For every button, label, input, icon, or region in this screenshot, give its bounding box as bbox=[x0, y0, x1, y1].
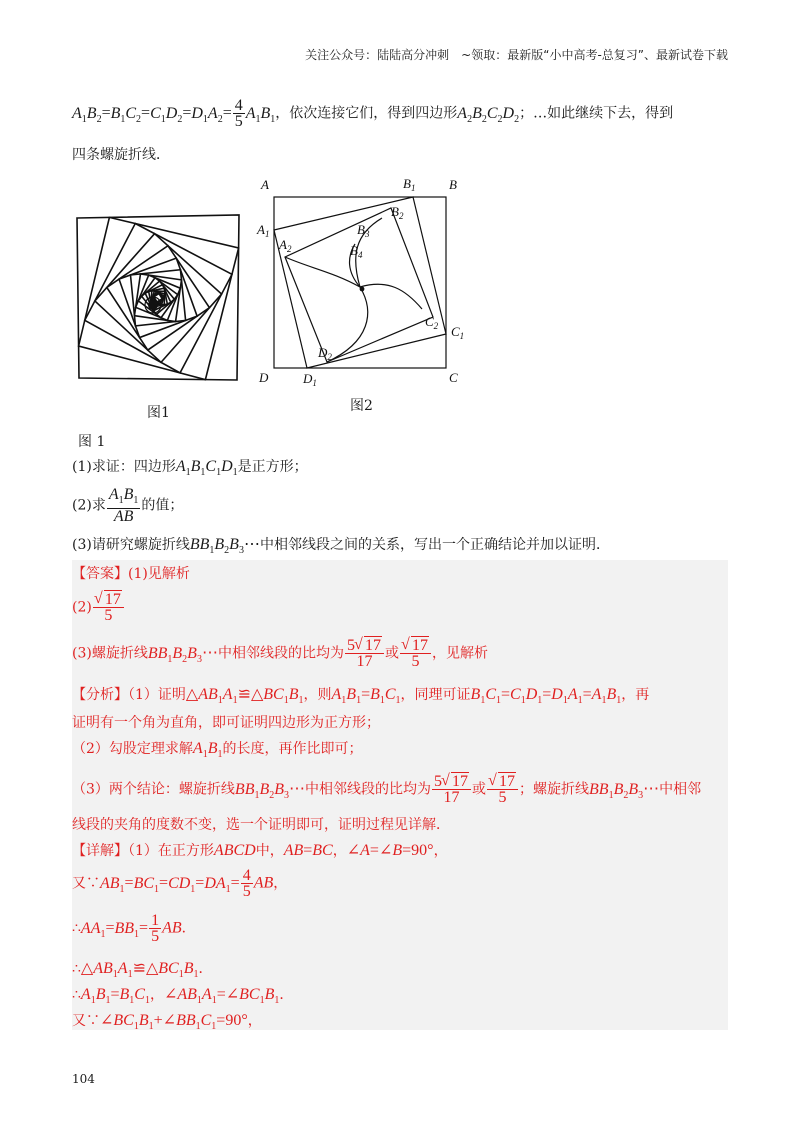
analysis-2a: （2）勾股定理求解 bbox=[72, 741, 193, 757]
answer-3-prefix: (3)螺旋折线 bbox=[72, 645, 148, 662]
figure-label: 图 1 bbox=[78, 434, 106, 450]
spiral-square bbox=[85, 224, 232, 373]
figure-1-spiral bbox=[74, 212, 242, 384]
answer-2: (2) √ $\frac{17}{5}$ bbox=[72, 592, 125, 623]
spiral-square bbox=[77, 215, 239, 380]
question-3: (3)请研究螺旋折线$BB_1B_2B_3\cdots$中相邻线段之间的关系，写出一个正确结论并加以证明． bbox=[72, 536, 610, 557]
intro-text-tail: ；…如此继续下去，得到 bbox=[519, 105, 674, 122]
analysis-3d: 中相邻 bbox=[659, 781, 702, 798]
label-B: B bbox=[449, 177, 457, 192]
answer-3: (3)螺旋折线$BB_1B_2B_3\cdots$中相邻线段的比均为 $\frac{5√ 17}{17}$ 或 √ $\frac{17}{5}$ ，见解析 bbox=[72, 638, 488, 669]
figure-2-square bbox=[255, 172, 475, 392]
analysis-1: 【分析】（1）证明$\triangle AB_1A_1≌\triangle BC_1B_1$，则$A_1B_1=B_1C_1$，同理可证$B_1C_1=C_1D_1=D_1A_1=A_1B_1$，再 bbox=[72, 686, 650, 707]
analysis-3-or: 或 bbox=[472, 781, 487, 798]
detail-2: 又$\because AB_1=BC_1=CD_1=DA_1=$ $\frac{4}{5}$ AB， bbox=[72, 867, 288, 900]
label-C: C bbox=[449, 370, 458, 385]
label-B3: $B_3$ bbox=[357, 222, 370, 239]
detail-3-prefix: ∴ bbox=[72, 920, 81, 937]
analysis-3: （3）两个结论：螺旋折线$BB_1B_2B_3\cdots$中相邻线段的比均为 $\frac{5√ 17}{17}$ 或 √ $\frac{17}{5}$ ；螺旋折线$BB_1B_2B_3\cdots$中相邻 bbox=[72, 774, 701, 805]
detail-3: $\therefore AA_1=BB_1=$ $\frac{1}{5}$ AB． bbox=[72, 912, 196, 945]
detail-1a: （1）在正方形 bbox=[128, 843, 214, 859]
spiral-square bbox=[119, 258, 197, 337]
label-B2: $B_2$ bbox=[391, 204, 404, 221]
detail-1: 【详解】（1）在正方形ABCD中，AB=BC，∠A=∠B=90°， bbox=[72, 842, 448, 859]
detail-4-prefix: ∴ bbox=[72, 961, 81, 977]
detail-4: $\therefore\triangle AB_1A_1≌\triangle BC_1B_1$． bbox=[72, 960, 213, 981]
q3-prefix: (3)请研究螺旋折线 bbox=[72, 537, 190, 553]
q1-prefix: (1)求证：四边形 bbox=[72, 459, 176, 475]
answer-tag: 【答案】 bbox=[72, 566, 128, 582]
label-A: A bbox=[261, 177, 269, 192]
question-2: (2)求 $\frac{A_1B_1}{AB}$ 的值； bbox=[72, 486, 184, 526]
label-B1: $B_1$ bbox=[403, 176, 416, 193]
figure-1-caption: 图1 bbox=[147, 405, 170, 421]
answer-3-suffix: ，见解析 bbox=[431, 645, 488, 662]
detail-tag: 【详解】 bbox=[72, 843, 128, 859]
analysis-2b: 的长度，再作比即可； bbox=[222, 741, 363, 757]
label-A1: $A_1$ bbox=[257, 222, 270, 239]
analysis-1c: ，同理可证 bbox=[400, 687, 471, 703]
analysis-3-line2: 线段的夹角的度数不变，选一个证明即可，证明过程见详解． bbox=[72, 817, 450, 833]
label-D1: $D_1$ bbox=[303, 371, 317, 388]
intro-equation-line: $A_1B_2=B_1C_2=C_1D_2=D_1A_2=$ $\frac{4}{5}$ $A_1B_1$，依次连接它们，得到四边形$A_2B_2C_2D_2$；…如此继续下去，得到 bbox=[72, 97, 674, 130]
label-D: D bbox=[259, 370, 269, 385]
analysis-2: （2）勾股定理求解$A_1B_1$的长度，再作比即可； bbox=[72, 740, 363, 761]
intro-line2: 四条螺旋折线． bbox=[72, 147, 170, 163]
label-D2: $D_2$ bbox=[318, 345, 332, 362]
analysis-1d: ，再 bbox=[621, 687, 650, 703]
answer-1 bbox=[72, 563, 190, 583]
label-B4: $B_4$ bbox=[350, 243, 363, 260]
q2-suffix: 的值； bbox=[141, 497, 184, 514]
question-1: (1)求证：四边形$A_1B_1C_1D_1$是正方形； bbox=[72, 458, 308, 479]
detail-6: 又$\because\angle BC_1B_1+\angle BB_1C_1=90^\circ$， bbox=[72, 1012, 262, 1033]
detail-1c: ， bbox=[332, 843, 347, 859]
label-C2: $C_2$ bbox=[425, 314, 439, 331]
analysis-3c: ；螺旋折线 bbox=[519, 781, 590, 798]
q2-prefix: (2)求 bbox=[72, 497, 106, 514]
detail-5: $\therefore A_1B_1=B_1C_1$，$\angle AB_1A_1=\angle BC_1B_1$． bbox=[72, 986, 294, 1007]
analysis-3b: 中相邻线段的比均为 bbox=[305, 781, 432, 798]
detail-2-prefix: 又∵ bbox=[72, 875, 100, 892]
analysis-tag: 【分析】 bbox=[72, 687, 128, 703]
spiral-square bbox=[107, 246, 210, 350]
analysis-1b: ，则 bbox=[303, 687, 332, 703]
label-C1: $C_1$ bbox=[451, 324, 465, 341]
q3-suffix: 中相邻线段之间的关系，写出一个正确结论并加以证明． bbox=[259, 537, 610, 553]
detail-5-prefix: ∴ bbox=[72, 987, 81, 1003]
answer-3-mid: 中相邻线段的比均为 bbox=[217, 645, 344, 662]
analysis-1a: （1）证明 bbox=[128, 687, 186, 703]
page-header: 关注公众号：陆陆高分冲刺 ~领取：最新版“小中高考-总复习”、最新试卷下载 bbox=[305, 48, 728, 62]
intro-text-mid: ，依次连接它们，得到四边形 bbox=[275, 105, 458, 122]
figure-2-caption: 图2 bbox=[350, 398, 373, 414]
analysis-3a: （3）两个结论：螺旋折线 bbox=[72, 781, 235, 798]
detail-6-prefix: 又∵ bbox=[72, 1013, 100, 1029]
q1-suffix: 是正方形； bbox=[237, 459, 308, 475]
analysis-1-line2: 证明有一个角为直角，即可证明四边形为正方形； bbox=[72, 715, 380, 731]
label-A2: $A_2$ bbox=[279, 237, 292, 254]
answer-3-or: 或 bbox=[384, 645, 399, 662]
page-number: 104 bbox=[72, 1072, 95, 1086]
detail-1b: 中， bbox=[255, 843, 284, 859]
answer-1-text: (1)见解析 bbox=[128, 566, 190, 582]
answer-2-prefix: (2) bbox=[72, 599, 92, 616]
